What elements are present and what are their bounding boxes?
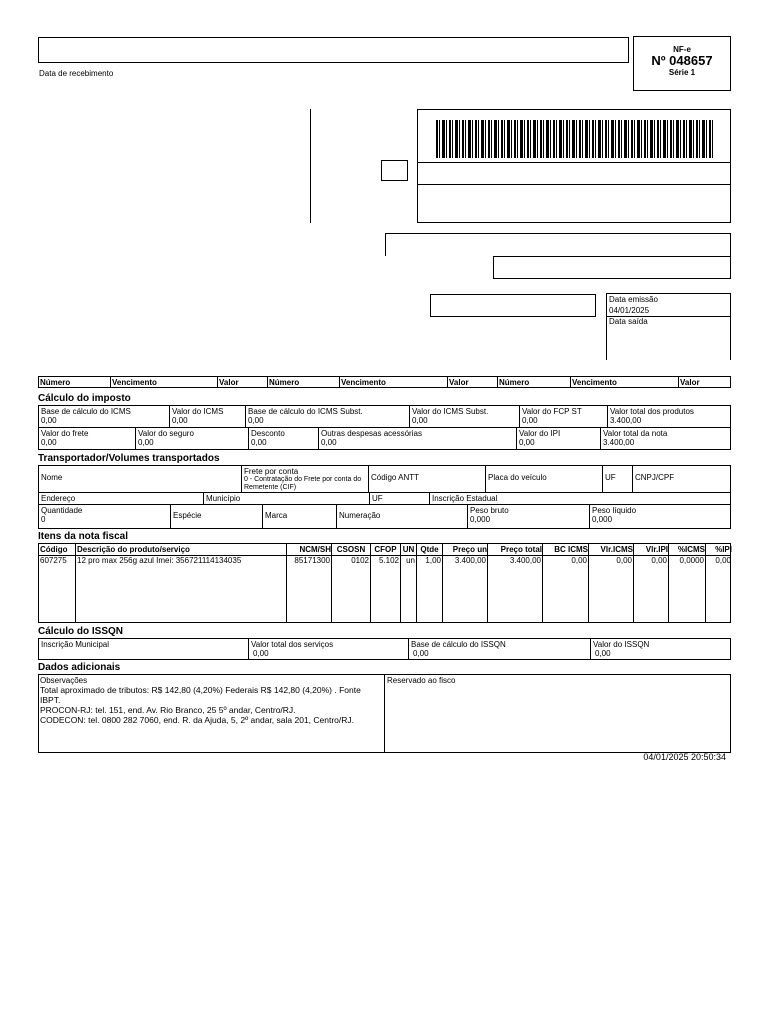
barcode-box bbox=[417, 109, 731, 223]
fatura-header: Valor bbox=[448, 377, 498, 387]
itens-header: NCM/SH bbox=[287, 544, 332, 556]
itens-header: Preço un bbox=[443, 544, 488, 556]
itens-header: BC ICMS bbox=[543, 544, 589, 556]
emission-date-label: Data emissão bbox=[609, 295, 658, 304]
observacoes-label: Observações bbox=[40, 676, 88, 685]
itens-header: Qtde bbox=[417, 544, 443, 556]
item-cell: 1,00 bbox=[417, 556, 443, 622]
transporte-cnpj: CNPJ/CPF bbox=[635, 473, 675, 482]
fisco-box bbox=[385, 675, 732, 752]
recipient-box bbox=[430, 294, 596, 317]
nfe-number: Nº 048657 bbox=[651, 53, 713, 68]
imposto-cell: Outras despesas acessórias 0,00 bbox=[319, 428, 517, 450]
protocol-box bbox=[493, 256, 731, 279]
fatura-header: Vencimento bbox=[340, 377, 448, 387]
itens-table bbox=[38, 543, 731, 623]
imposto-cell: Valor do frete 0,00 bbox=[39, 428, 136, 450]
transporte-title: Transportador/Volumes transportados bbox=[38, 453, 220, 464]
item-cell: 12 pro max 256g azul Imei: 356721114134035 bbox=[76, 556, 287, 622]
transporte-marca: Marca bbox=[263, 505, 337, 529]
fatura-header: Vencimento bbox=[571, 377, 679, 387]
imposto-cell: Base de cálculo do ICMS 0,00 bbox=[39, 406, 170, 427]
transporte-numeracao: Numeração bbox=[337, 505, 468, 529]
item-cell: 3.400,00 bbox=[488, 556, 543, 622]
fisco-label: Reservado ao fisco bbox=[387, 676, 456, 685]
fatura-header: Vencimento bbox=[111, 377, 218, 387]
itens-header: Vlr.ICMS bbox=[589, 544, 634, 556]
issqn-table bbox=[38, 638, 731, 660]
transporte-placa: Placa do veículo bbox=[486, 466, 603, 492]
transporte-peso-liquido: Peso líquido 0,000 bbox=[592, 506, 637, 524]
itens-header: Código bbox=[39, 544, 76, 556]
observacoes-line: Total aproximado de tributos: R$ 142,80 (4,20%) Federais R$ 142,80 (4,20%) . Fonte IBPT. bbox=[40, 685, 361, 705]
transporte-uf2: UF bbox=[370, 493, 430, 504]
transporte-especie: Espécie bbox=[171, 505, 263, 529]
nfe-number-box bbox=[633, 36, 731, 91]
fatura-header: Valor bbox=[218, 377, 268, 387]
itens-header: %ICMS bbox=[669, 544, 706, 556]
transporte-quantidade: Quantidade 0 bbox=[39, 505, 171, 529]
imposto-table bbox=[38, 405, 731, 450]
observacoes-line: PROCON-RJ: tel. 151, end. Av. Rio Branco, 25 5º andar, Centro/RJ. bbox=[40, 705, 296, 715]
imposto-title: Cálculo do imposto bbox=[38, 393, 131, 404]
issqn-cell: Inscrição Municipal bbox=[39, 639, 249, 659]
itens-header: Preço total bbox=[488, 544, 543, 556]
issqn-cell: Valor total dos serviços 0,00 bbox=[249, 639, 409, 659]
imposto-cell: Valor do ICMS Subst. 0,00 bbox=[410, 406, 520, 427]
adicionais-title: Dados adicionais bbox=[38, 662, 121, 673]
item-cell: 0,0000 bbox=[669, 556, 706, 622]
itens-header: %IPI bbox=[715, 545, 732, 554]
emission-date-value: 04/01/2025 bbox=[609, 306, 650, 315]
nature-line bbox=[385, 233, 731, 256]
item-cell: 607275 bbox=[39, 556, 76, 622]
imposto-cell: Valor total dos produtos 3.400,00 bbox=[610, 407, 694, 425]
transporte-ie: Inscrição Estadual bbox=[432, 494, 498, 503]
transporte-peso-bruto: Peso bruto 0,000 bbox=[468, 505, 590, 529]
transporte-uf: UF bbox=[603, 466, 633, 492]
imposto-cell: Valor do IPI 0,00 bbox=[517, 428, 601, 450]
adicionais-table bbox=[38, 674, 731, 753]
item-cell: 0,00 bbox=[715, 556, 731, 565]
imposto-cell: Desconto 0,00 bbox=[249, 428, 319, 450]
imposto-cell: Base de cálculo do ICMS Subst. 0,00 bbox=[246, 406, 410, 427]
exit-date-label: Data saída bbox=[609, 317, 648, 326]
item-cell: 5.102 bbox=[371, 556, 401, 622]
itens-header: CFOP bbox=[371, 544, 401, 556]
item-cell: un bbox=[401, 556, 417, 622]
observacoes-line: CODECON: tel. 0800 282 7060, end. R. da Ajuda, 5, 2º andar, sala 201, Centro/RJ. bbox=[40, 715, 355, 725]
receipt-signature-box bbox=[38, 37, 629, 63]
imposto-cell: Valor do ICMS 0,00 bbox=[170, 406, 246, 427]
item-cell: 0,00 bbox=[543, 556, 589, 622]
itens-title: Itens da nota fiscal bbox=[38, 531, 129, 542]
fatura-header: Número bbox=[39, 377, 111, 387]
header-divider bbox=[310, 109, 311, 223]
itens-header: Descrição do produto/serviço bbox=[76, 544, 287, 556]
nfe-serie: Série 1 bbox=[668, 68, 696, 77]
issqn-cell: Valor do ISSQN 0,00 bbox=[593, 640, 650, 658]
transporte-nome: Nome bbox=[39, 466, 242, 492]
item-cell: 85171300 bbox=[287, 556, 332, 622]
item-cell: 0,00 bbox=[634, 556, 669, 622]
receipt-date-label: Data de recebimento bbox=[39, 69, 114, 78]
nfe-label: NF-e bbox=[673, 45, 691, 54]
issqn-cell: Base de cálculo do ISSQN 0,00 bbox=[409, 639, 591, 659]
emission-box bbox=[606, 293, 731, 360]
item-cell: 3.400,00 bbox=[443, 556, 488, 622]
print-timestamp: 04/01/2025 20:50:34 bbox=[643, 752, 726, 762]
itens-header: CSOSN bbox=[332, 544, 371, 556]
itens-header: UN bbox=[401, 544, 417, 556]
imposto-cell: Valor do seguro 0,00 bbox=[136, 428, 249, 450]
fatura-header: Número bbox=[268, 377, 340, 387]
observacoes-box bbox=[39, 675, 385, 752]
transporte-table bbox=[38, 465, 731, 529]
imposto-cell: Valor total da nota 3.400,00 bbox=[603, 429, 668, 447]
issqn-title: Cálculo do ISSQN bbox=[38, 626, 124, 637]
fatura-header: Valor bbox=[680, 378, 700, 387]
fatura-table bbox=[38, 376, 731, 388]
transporte-antt: Código ANTT bbox=[369, 466, 486, 492]
item-cell: 0,00 bbox=[589, 556, 634, 622]
fatura-header: Número bbox=[498, 377, 571, 387]
itens-header: Vlr.IPI bbox=[634, 544, 669, 556]
barcode bbox=[436, 120, 714, 158]
imposto-cell: Valor do FCP ST 0,00 bbox=[520, 406, 608, 427]
transporte-endereco: Endereço bbox=[39, 493, 204, 504]
transporte-frete: Frete por conta 0 - Contratação do Frete por conta do Remetente (CIF) bbox=[242, 466, 369, 492]
transporte-municipio: Município bbox=[204, 493, 370, 504]
operation-type-box bbox=[381, 160, 408, 181]
item-cell: 0102 bbox=[332, 556, 371, 622]
